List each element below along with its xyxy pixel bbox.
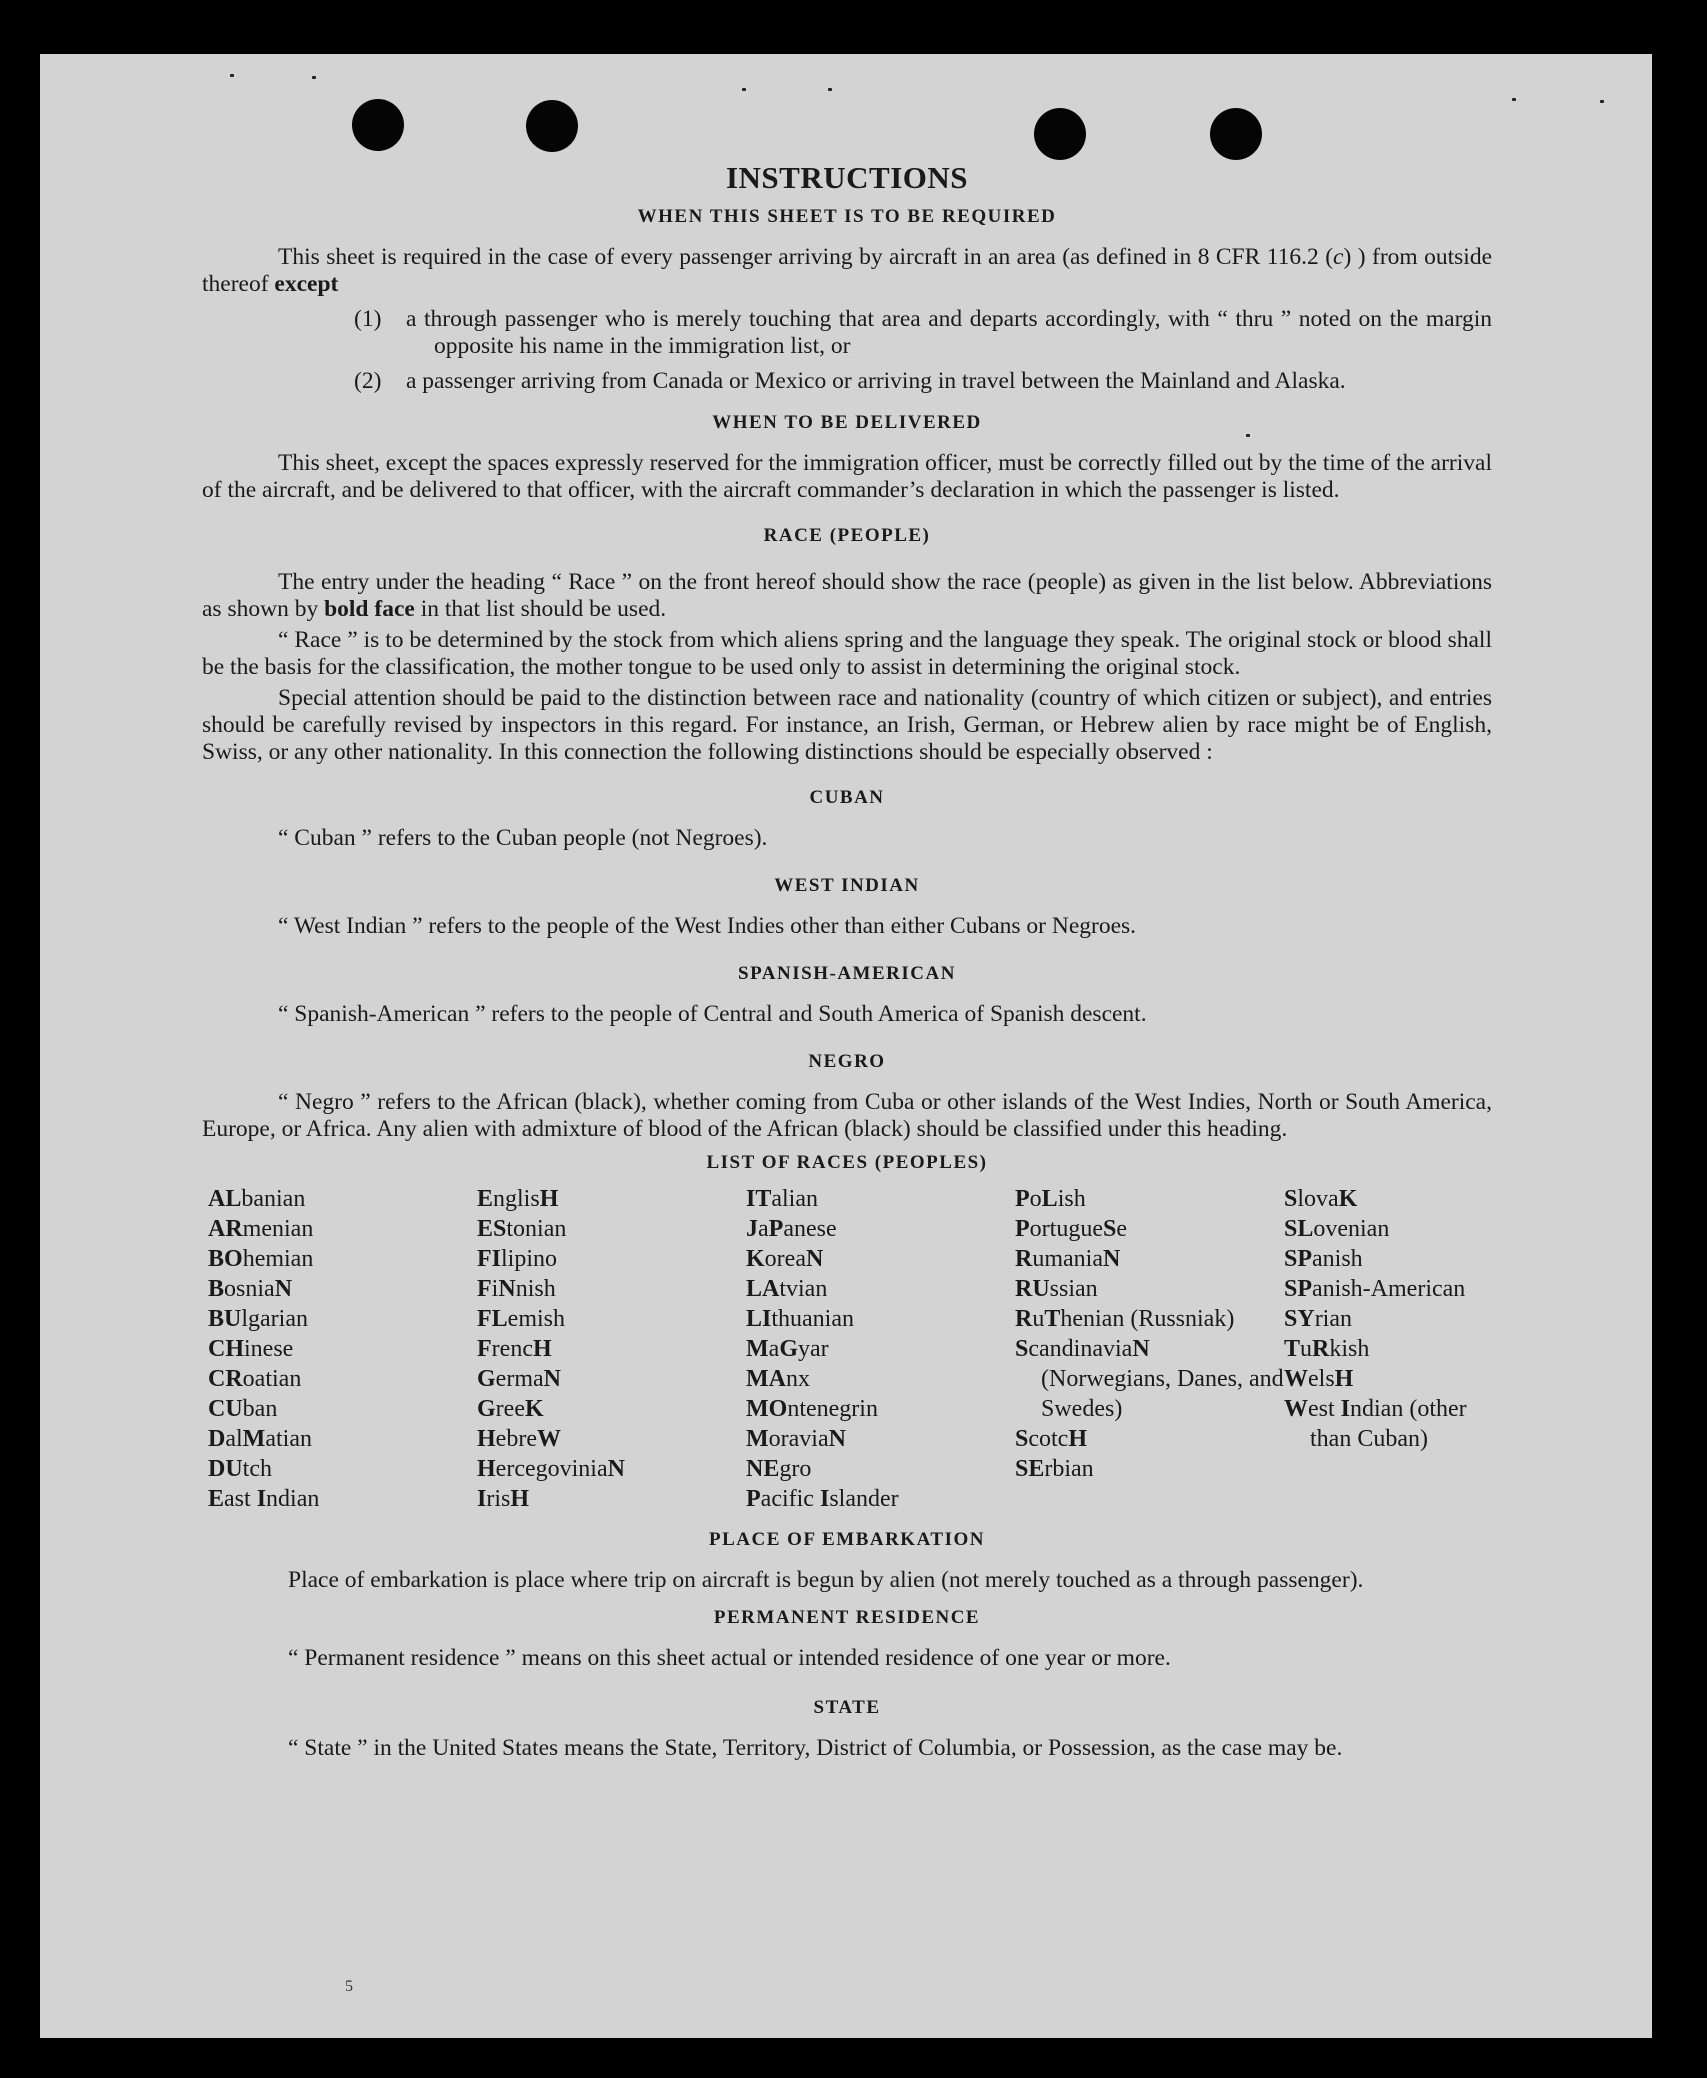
item-text: a passenger arriving from Canada or Mexico or arriving in travel between the Mainland and Alaska.: [406, 368, 1346, 394]
race-paragraph-3: Special attention should be paid to the distinction between race and nationality (country of which citizen or subject), and entries should be carefully revised by inspectors in this regard. For instance, an Irish, German, or Hebrew alien by race might be of English, Swiss, or any other nationality. In this connection the following distinctions should be especially observed :: [202, 685, 1492, 765]
section-heading-required: WHEN THIS SHEET IS TO BE REQUIRED: [637, 206, 1057, 227]
races-column: [1284, 1184, 1498, 1514]
section-heading-spanish-american: SPANISH-AMERICAN: [738, 963, 956, 984]
punch-hole: [1210, 108, 1262, 160]
race-entry: CRoatian: [208, 1366, 302, 1392]
races-column: [477, 1184, 746, 1514]
race-entry: HercegoviniaN: [477, 1456, 625, 1482]
section-heading-race: RACE (PEOPLE): [763, 525, 931, 546]
negro-text: “ Negro ” refers to the African (black), whether coming from Cuba or other islands of the West Indies, North or South America, Europe, or Africa. Any alien with admixture of blood of the African (black) should be classified under this heading.: [202, 1089, 1492, 1142]
race-entry: SPanish: [1284, 1246, 1363, 1272]
dust-speck: [1512, 98, 1516, 101]
race-entry: KoreaN: [746, 1246, 824, 1272]
race-entry: EnglisH: [477, 1186, 559, 1212]
spanish-american-text: “ Spanish-American ” refers to the people of Central and South America of Spanish descent.: [278, 1001, 1147, 1027]
cuban-text: “ Cuban ” refers to the Cuban people (not Negroes).: [278, 825, 768, 851]
exception-item: [354, 306, 1492, 360]
race-entry: East Indian: [208, 1486, 320, 1512]
dust-speck: [312, 76, 316, 79]
required-intro: This sheet is required in the case of every passenger arriving by aircraft in an area (as defined in 8 CFR 116.2 (c) ) from outside thereof except: [202, 244, 1493, 297]
race-entry: ScandinaviaN (Norwegians, Danes, and Swedes): [1015, 1336, 1284, 1422]
race-entry: SErbian: [1015, 1456, 1094, 1482]
race-entry: SPanish-American: [1284, 1276, 1466, 1302]
state-text: “ State ” in the United States means the State, Territory, District of Columbia, or Possession, as the case may be.: [288, 1735, 1343, 1761]
embarkation-text: Place of embarkation is place where trip on aircraft is begun by alien (not merely touched as a through passenger).: [288, 1567, 1364, 1593]
race-paragraph-1: The entry under the heading “ Race ” on the front hereof should show the race (people) as given in the list below. Abbreviations as shown by bold face in that list should be used.: [202, 569, 1492, 622]
race-entry: FiNnish: [477, 1276, 556, 1302]
race-entry: TuRkish: [1284, 1336, 1370, 1362]
race-entry: NEgro: [746, 1456, 812, 1482]
race-entry: GreeK: [477, 1396, 544, 1422]
race-entry: JaPanese: [746, 1216, 837, 1242]
races-column: [1015, 1184, 1284, 1514]
race-entry: RumaniaN: [1015, 1246, 1121, 1272]
delivered-text: This sheet, except the spaces expressly reserved for the immigration officer, must be correctly filled out by the time of the arrival of the aircraft, and be delivered to that officer, with the aircraft commander’s declaration in which the passenger is listed.: [202, 450, 1492, 503]
instructions-body: [202, 160, 1493, 1762]
race-entry: MaGyar: [746, 1336, 829, 1362]
dust-speck: [742, 88, 746, 91]
section-heading-state: STATE: [813, 1697, 881, 1718]
race-entry: RuThenian (Russniak): [1015, 1306, 1235, 1332]
race-entry: SYrian: [1284, 1306, 1352, 1332]
race-entry: DUtch: [208, 1456, 272, 1482]
west-indian-text: “ West Indian ” refers to the people of the West Indies other than either Cubans or Negroes.: [278, 913, 1137, 939]
footer-mark: 5: [345, 1978, 353, 1995]
race-entry: FrencH: [477, 1336, 552, 1362]
race-entry: MoraviaN: [746, 1426, 846, 1452]
race-entry: CHinese: [208, 1336, 294, 1362]
race-entry: GermaN: [477, 1366, 561, 1392]
section-heading-negro: NEGRO: [808, 1051, 886, 1072]
section-heading-cuban: CUBAN: [809, 787, 885, 808]
punch-hole: [1034, 108, 1086, 160]
section-heading-list-of-races: LIST OF RACES (PEOPLES): [706, 1152, 988, 1173]
race-entry: LAtvian: [746, 1276, 828, 1302]
race-entry: DalMatian: [208, 1426, 312, 1452]
race-entry: PortugueSe: [1015, 1216, 1127, 1242]
item-text: a through passenger who is merely touching that area and departs accordingly, with “ thru ” noted on the margin opposite his name in the immigration list, or: [406, 306, 1492, 359]
race-entry: ITalian: [746, 1186, 818, 1212]
race-entry: MOntenegrin: [746, 1396, 878, 1422]
race-entry: BosniaN: [208, 1276, 293, 1302]
residence-text: “ Permanent residence ” means on this sheet actual or intended residence of one year or more.: [288, 1645, 1171, 1671]
race-entry: ARmenian: [208, 1216, 314, 1242]
race-entry: SlovaK: [1284, 1186, 1358, 1212]
section-heading-residence: PERMANENT RESIDENCE: [713, 1607, 981, 1628]
item-number: (1): [354, 306, 382, 332]
race-paragraph-2: “ Race ” is to be determined by the stock from which aliens spring and the language they speak. The original stock or blood shall be the basis for the classification, the mother tongue to be used only to assist in determining the original stock.: [202, 627, 1492, 680]
section-heading-delivered: WHEN TO BE DELIVERED: [712, 412, 982, 433]
section-heading-west-indian: WEST INDIAN: [774, 875, 920, 896]
race-entry: ALbanian: [208, 1186, 306, 1212]
race-entry: BOhemian: [208, 1246, 314, 1272]
race-entry: EStonian: [477, 1216, 567, 1242]
section-heading-embarkation: PLACE OF EMBARKATION: [709, 1529, 985, 1550]
page-title: INSTRUCTIONS: [725, 160, 968, 195]
race-entry: FIlipino: [477, 1246, 558, 1272]
race-entry: Pacific Islander: [746, 1486, 899, 1512]
race-entry: PoLish: [1015, 1186, 1086, 1212]
race-entry: CUban: [208, 1396, 278, 1422]
race-entry: WelsH: [1284, 1366, 1354, 1392]
punch-hole: [352, 99, 404, 151]
races-column: [208, 1184, 477, 1514]
race-entry: LIthuanian: [746, 1306, 854, 1332]
dust-speck: [230, 74, 234, 77]
exception-item: [354, 368, 1492, 395]
item-number: (2): [354, 368, 382, 394]
race-entry: MAnx: [746, 1366, 810, 1392]
race-entry: HebreW: [477, 1426, 561, 1452]
race-entry: FLemish: [477, 1306, 565, 1332]
races-list: [208, 1184, 1492, 1514]
dust-speck: [1600, 100, 1604, 103]
dust-speck: [828, 88, 832, 91]
race-entry: SLovenian: [1284, 1216, 1390, 1242]
race-entry: IrisH: [477, 1486, 530, 1512]
race-entry: BUlgarian: [208, 1306, 308, 1332]
punch-hole: [526, 100, 578, 152]
race-entry: ScotcH: [1015, 1426, 1088, 1452]
race-entry: RUssian: [1015, 1276, 1098, 1302]
race-entry: West Indian (other than Cuban): [1284, 1396, 1467, 1452]
races-column: [746, 1184, 1015, 1514]
